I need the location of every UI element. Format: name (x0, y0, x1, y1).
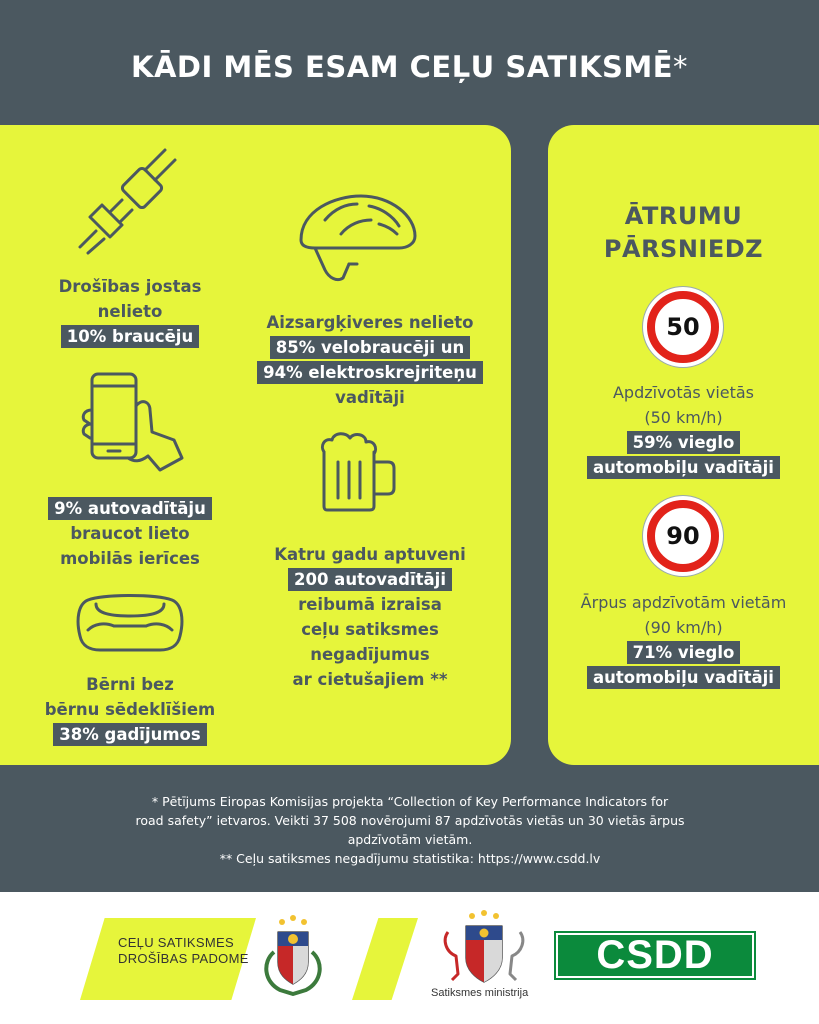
urban-speeding-stat: Apdzīvotās vietās (50 km/h) 59% vieglo automobiļu vadītāji (548, 380, 819, 480)
speed-limit-90-sign: 90 (647, 500, 719, 572)
footnotes: * Pētījums Eiropas Komisijas projekta “Collection of Key Performance Indicators for road safety” ietvaros. Veikti 37 508 novērojumi 87 apdzīvotās vietās un 30 vietās ārpus apdzīvotām vietām. ** Ceļu satiksmes negadījumu statistika: https://www.csdd.lv (135, 794, 685, 866)
phone-stat: 9% autovadītāju braucot lieto mobilās ierīces (30, 496, 230, 571)
ministry-coat-of-arms-icon (438, 910, 530, 986)
latvia-coat-of-arms-icon (260, 912, 326, 996)
seatbelt-icon (72, 145, 182, 255)
speeding-title: ĀTRUMU PĀRSNIEDZ (603, 202, 764, 263)
csdd-logo: CSDD (554, 931, 756, 980)
page-title: KĀDI MĒS ESAM CEĻU SATIKSMĒ* (130, 50, 688, 84)
phone-icon (78, 370, 188, 476)
seatbelt-stat: Drošības jostas nelieto 10% braucēju (58, 277, 202, 346)
footer-logos (0, 892, 819, 1024)
beer-icon (318, 430, 398, 512)
accent-stripe (352, 918, 418, 1000)
rural-speeding-stat: Ārpus apdzīvotām vietām (90 km/h) 71% vieglo automobiļu vadītāji (580, 593, 787, 687)
childseat-stat: Bērni bez bērnu sēdeklīšiem 38% gadījumos (44, 675, 216, 744)
alcohol-stat: Katru gadu aptuveni 200 autovadītāji reibumā izraisa ceļu satiksmes negadījumus ar cietušajiem ** (274, 545, 466, 689)
council-name: CEĻU SATIKSMES DROŠĪBAS PADOME (118, 935, 249, 966)
helmet-stat: Aizsargķiveres nelieto 85% velobraucēji un 94% elektroskrejriteņu vadītāji (220, 310, 520, 410)
speed-limit-50-sign: 50 (647, 291, 719, 363)
helmet-icon (295, 190, 421, 290)
child-seat-icon (74, 590, 186, 654)
ministry-name: Satiksmes ministrija (431, 987, 529, 999)
